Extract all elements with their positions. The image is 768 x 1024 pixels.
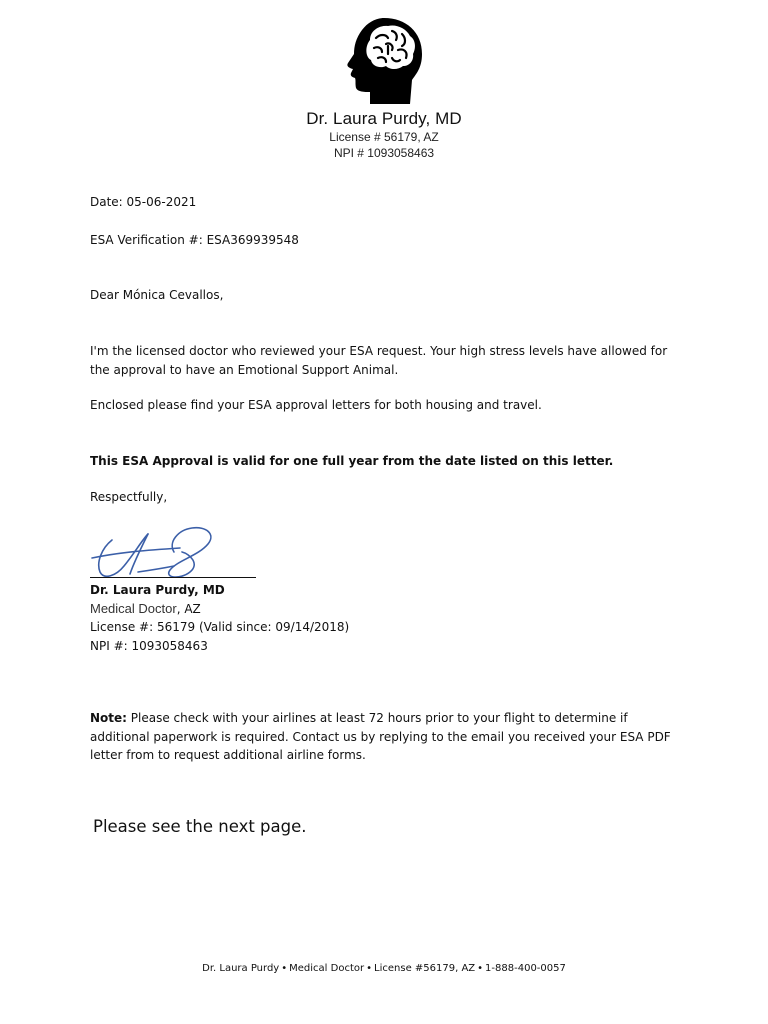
footer-name: Dr. Laura Purdy (202, 963, 280, 974)
esa-verification-number: ESA Verification #: ESA369939548 (90, 233, 299, 247)
footer-license: License #56179, AZ (374, 963, 476, 974)
signature-line (90, 577, 256, 578)
signer-license: License #: 56179 (Valid since: 09/14/2018) (90, 620, 350, 634)
airline-note (90, 709, 690, 765)
header-npi: NPI # 1093058463 (333, 146, 435, 160)
signer-title-line (90, 600, 349, 619)
note-text: Please check with your airlines at least 72 hours prior to your flight to determine if additional paperwork is required. Contact us by replying to the email you received your ESA PDF letter from to request additional airline forms. (90, 711, 671, 762)
next-page-notice: Please see the next page. (93, 817, 307, 836)
header-license: License # 56179, AZ (329, 130, 439, 144)
footer-separator: • (477, 963, 484, 974)
signer-name: Dr. Laura Purdy, MD (90, 583, 225, 597)
letter-date: Date: 05-06-2021 (90, 195, 197, 209)
signer-state: , AZ (176, 601, 201, 616)
footer (0, 963, 768, 974)
paragraph-review: I'm the licensed doctor who reviewed your ESA request. Your high stress levels have allowed for the approval to have an Emotional Support Animal. (90, 344, 668, 377)
salutation: Dear Mónica Cevallos, (90, 288, 224, 302)
signer-title: Medical Doctor (90, 600, 177, 616)
footer-title: Medical Doctor (289, 963, 365, 974)
doctor-name-heading: Dr. Laura Purdy, MD (306, 109, 462, 128)
signer-npi: NPI #: 1093058463 (90, 638, 208, 653)
footer-separator: • (366, 963, 373, 974)
footer-separator: • (281, 963, 288, 974)
signature-block (90, 581, 349, 655)
paragraph-enclosed: Enclosed please find your ESA approval letters for both housing and travel. (90, 398, 542, 412)
footer-phone: 1-888-400-0057 (485, 963, 566, 974)
note-label: Note: (90, 711, 127, 725)
closing: Respectfully, (90, 490, 168, 504)
head-brain-logo-icon (340, 16, 426, 106)
validity-statement: This ESA Approval is valid for one full year from the date listed on this letter. (90, 454, 614, 468)
handwritten-signature (90, 522, 260, 582)
